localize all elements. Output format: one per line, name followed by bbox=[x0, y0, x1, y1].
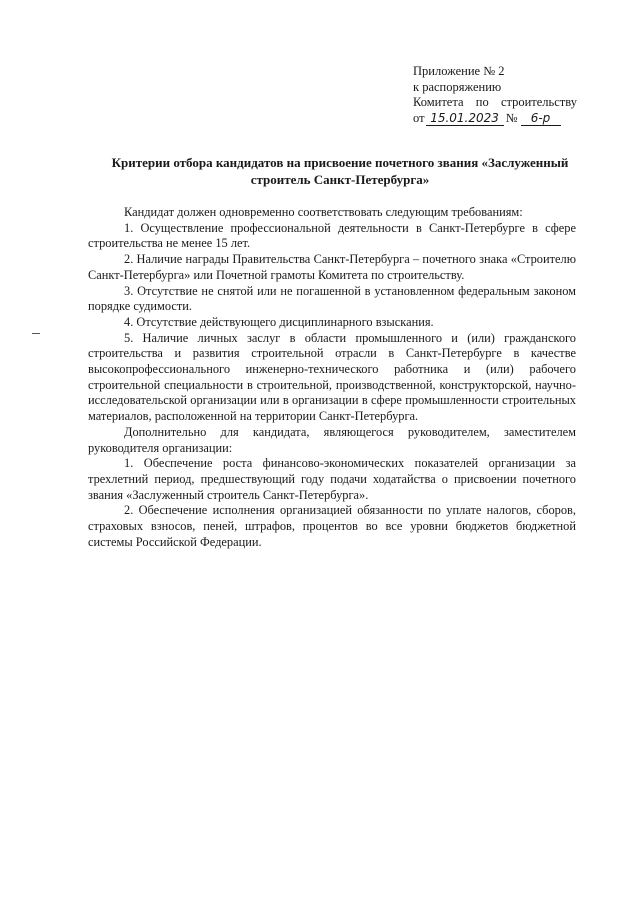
additional-intro: Дополнительно для кандидата, являющегося руководителем, заместителем руководителя организации: bbox=[88, 424, 576, 455]
intro-paragraph: Кандидат должен одновременно соответствовать следующим требованиям: bbox=[124, 205, 523, 219]
appendix-header bbox=[413, 64, 577, 126]
title-line-2: строитель Санкт-Петербурга» bbox=[250, 172, 430, 187]
committee-word: Комитета bbox=[413, 95, 464, 109]
title-line-1: Критерии отбора кандидатов на присвоение почетного звания «Заслуженный bbox=[111, 155, 569, 170]
date-number-line bbox=[413, 111, 577, 127]
document-body bbox=[88, 205, 576, 550]
appendix-number: Приложение № 2 bbox=[413, 64, 505, 78]
document-title bbox=[100, 154, 580, 188]
margin-mark bbox=[32, 333, 40, 334]
requirement-4: 4. Отсутствие действующего дисциплинарного взыскания. bbox=[124, 314, 434, 329]
committee-object: строительству bbox=[500, 95, 577, 109]
requirement-2: 2. Наличие награды Правительства Санкт-Петербурга – почетного знака «Строителю Санкт-Петербурга» или Почетной грамоты Комитета по строительству. bbox=[88, 252, 576, 282]
additional-requirement-2: 2. Обеспечение исполнения организацией обязанности по уплате налогов, сборов, страховых взносов, пеней, штрафов, процентов во все уровни бюджетов бюджетной системы Российской Федерации. bbox=[88, 503, 576, 549]
requirement-1: 1. Осуществление профессиональной деятельности в Санкт-Петербурге в сфере строительства не менее 15 лет. bbox=[88, 220, 576, 251]
requirement-5: 5. Наличие личных заслуг в области промышленного и (или) гражданского строительства и развития строительной отрасли в Санкт-Петербурге в качестве высокопрофессионального инженерно-технического работника и (или) рабочего строительной специальности в строительной, производственной, конструкторской, научно-исследовательской организации или в организации в сфере промышленности строительных материалов, расположенной на территории Санкт-Петербурга. bbox=[88, 330, 576, 424]
handwritten-number: 6-р bbox=[521, 112, 561, 126]
handwritten-date: 15.01.2023 bbox=[426, 112, 504, 126]
from-label: от bbox=[413, 110, 425, 125]
additional-requirement-1: 1. Обеспечение роста финансово-экономических показателей организации за трехлетний период, предшествующий году подачи ходатайства о присвоении почетного звания «Заслуженный строитель Санкт-Петербурга». bbox=[88, 456, 576, 502]
number-sign: № bbox=[505, 110, 518, 125]
committee-po: по bbox=[475, 95, 489, 109]
committee-line bbox=[413, 95, 577, 111]
requirement-3: 3. Отсутствие не снятой или не погашенной в установленном федеральным законом порядке судимости. bbox=[88, 283, 576, 314]
order-reference: к распоряжению bbox=[413, 79, 502, 94]
